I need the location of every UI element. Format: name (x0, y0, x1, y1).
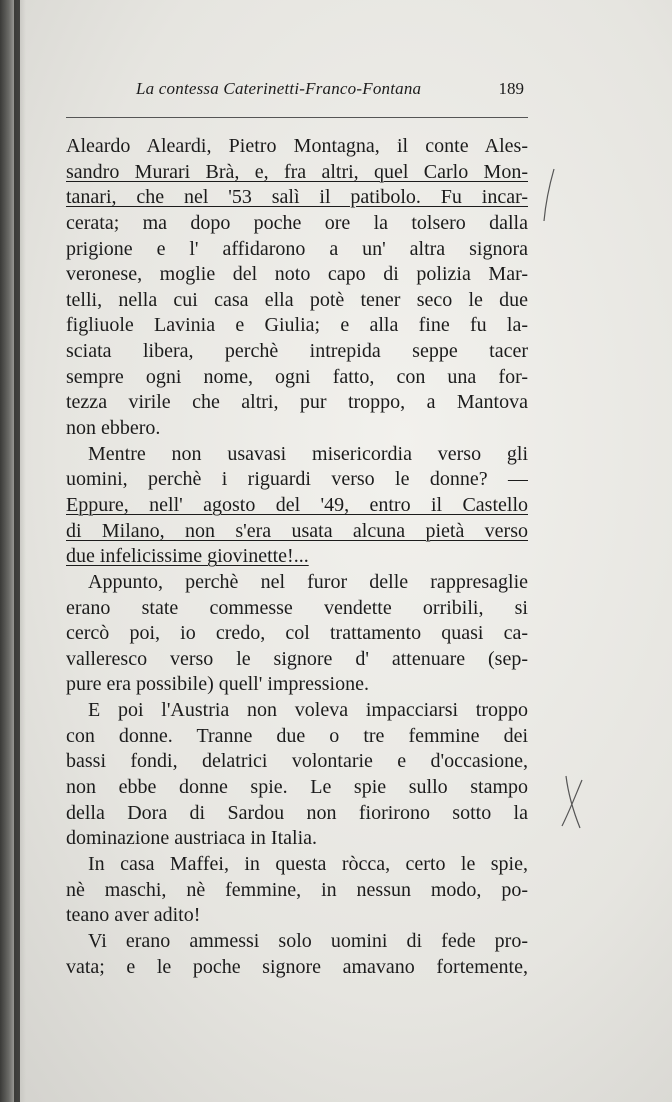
running-title: La contessa Caterinetti-Franco-Fontana (136, 79, 422, 98)
binding-edge (14, 0, 20, 1102)
running-head (62, 79, 532, 105)
text-line: Eppure, nell' agosto del '49, entro il Castello (66, 493, 528, 516)
text-line: uomini, perchè i riguardi verso le donne? — (66, 468, 528, 491)
text-line: sandro Murari Brà, e, fra altri, quel Carlo Mon- (66, 160, 528, 183)
text-line: non ebbero. (66, 417, 161, 440)
text-line: della Dora di Sardou non fiorirono sotto la (66, 801, 528, 824)
margin-pencil-cross (556, 772, 592, 832)
body-text (66, 134, 528, 980)
text-line: tanari, che nel '53 salì il patibolo. Fu incar- (66, 186, 528, 209)
text-line: vata; e le poche signore amavano fortemente, (66, 955, 528, 978)
header-rule (66, 117, 528, 118)
text-line: In casa Maffei, in questa ròcca, certo le spie, (88, 852, 528, 875)
text-line: non ebbe donne spie. Le spie sullo stampo (66, 776, 528, 799)
text-line: tezza virile che altri, pur troppo, a Mantova (66, 391, 528, 414)
page-number: 189 (498, 79, 524, 98)
text-line: Appunto, perchè nel furor delle rappresaglie (88, 570, 528, 593)
text-line: dominazione austriaca in Italia. (66, 827, 318, 850)
text-line: E poi l'Austria non voleva impacciarsi troppo (88, 699, 528, 722)
text-line: teano aver adito! (66, 904, 201, 927)
binding-shadow (0, 0, 26, 1102)
text-line: bassi fondi, delatrici volontarie e d'occasione, (66, 750, 528, 773)
text-line: erano state commesse vendette orribili, si (66, 596, 528, 619)
margin-pencil-stroke (536, 165, 566, 225)
text-line: prigione e l' affidarono a un' altra signora (66, 237, 528, 260)
text-line: sempre ogni nome, ogni fatto, con una for- (66, 365, 528, 388)
text-line: di Milano, non s'era usata alcuna pietà verso (66, 519, 528, 542)
text-line: veronese, moglie del noto capo di polizia Mar- (66, 263, 528, 286)
text-line: con donne. Tranne due o tre femmine dei (66, 724, 528, 747)
text-line: sciata libera, perchè intrepida seppe tacer (66, 340, 528, 363)
text-line: nè maschi, nè femmine, in nessun modo, po- (66, 878, 528, 901)
text-line: Aleardo Aleardi, Pietro Montagna, il conte Ales- (66, 135, 528, 157)
text-line: Vi erano ammessi solo uomini di fede pro- (88, 929, 528, 952)
text-line: valleresco verso le signore d' attenuare (sep- (66, 647, 528, 670)
text-line: Mentre non usavasi misericordia verso gli (88, 442, 528, 465)
text-line: cercò poi, io credo, col trattamento quasi ca- (66, 622, 528, 645)
text-line: due infelicissime giovinette!... (66, 545, 309, 568)
text-line: telli, nella cui casa ella potè tener seco le due (66, 288, 528, 311)
text-line: pure era possibile) quell' impressione. (66, 673, 369, 696)
text-line: cerata; ma dopo poche ore la tolsero dalla (66, 211, 528, 234)
text-line: figliuole Lavinia e Giulia; e alla fine fu la- (66, 314, 528, 337)
